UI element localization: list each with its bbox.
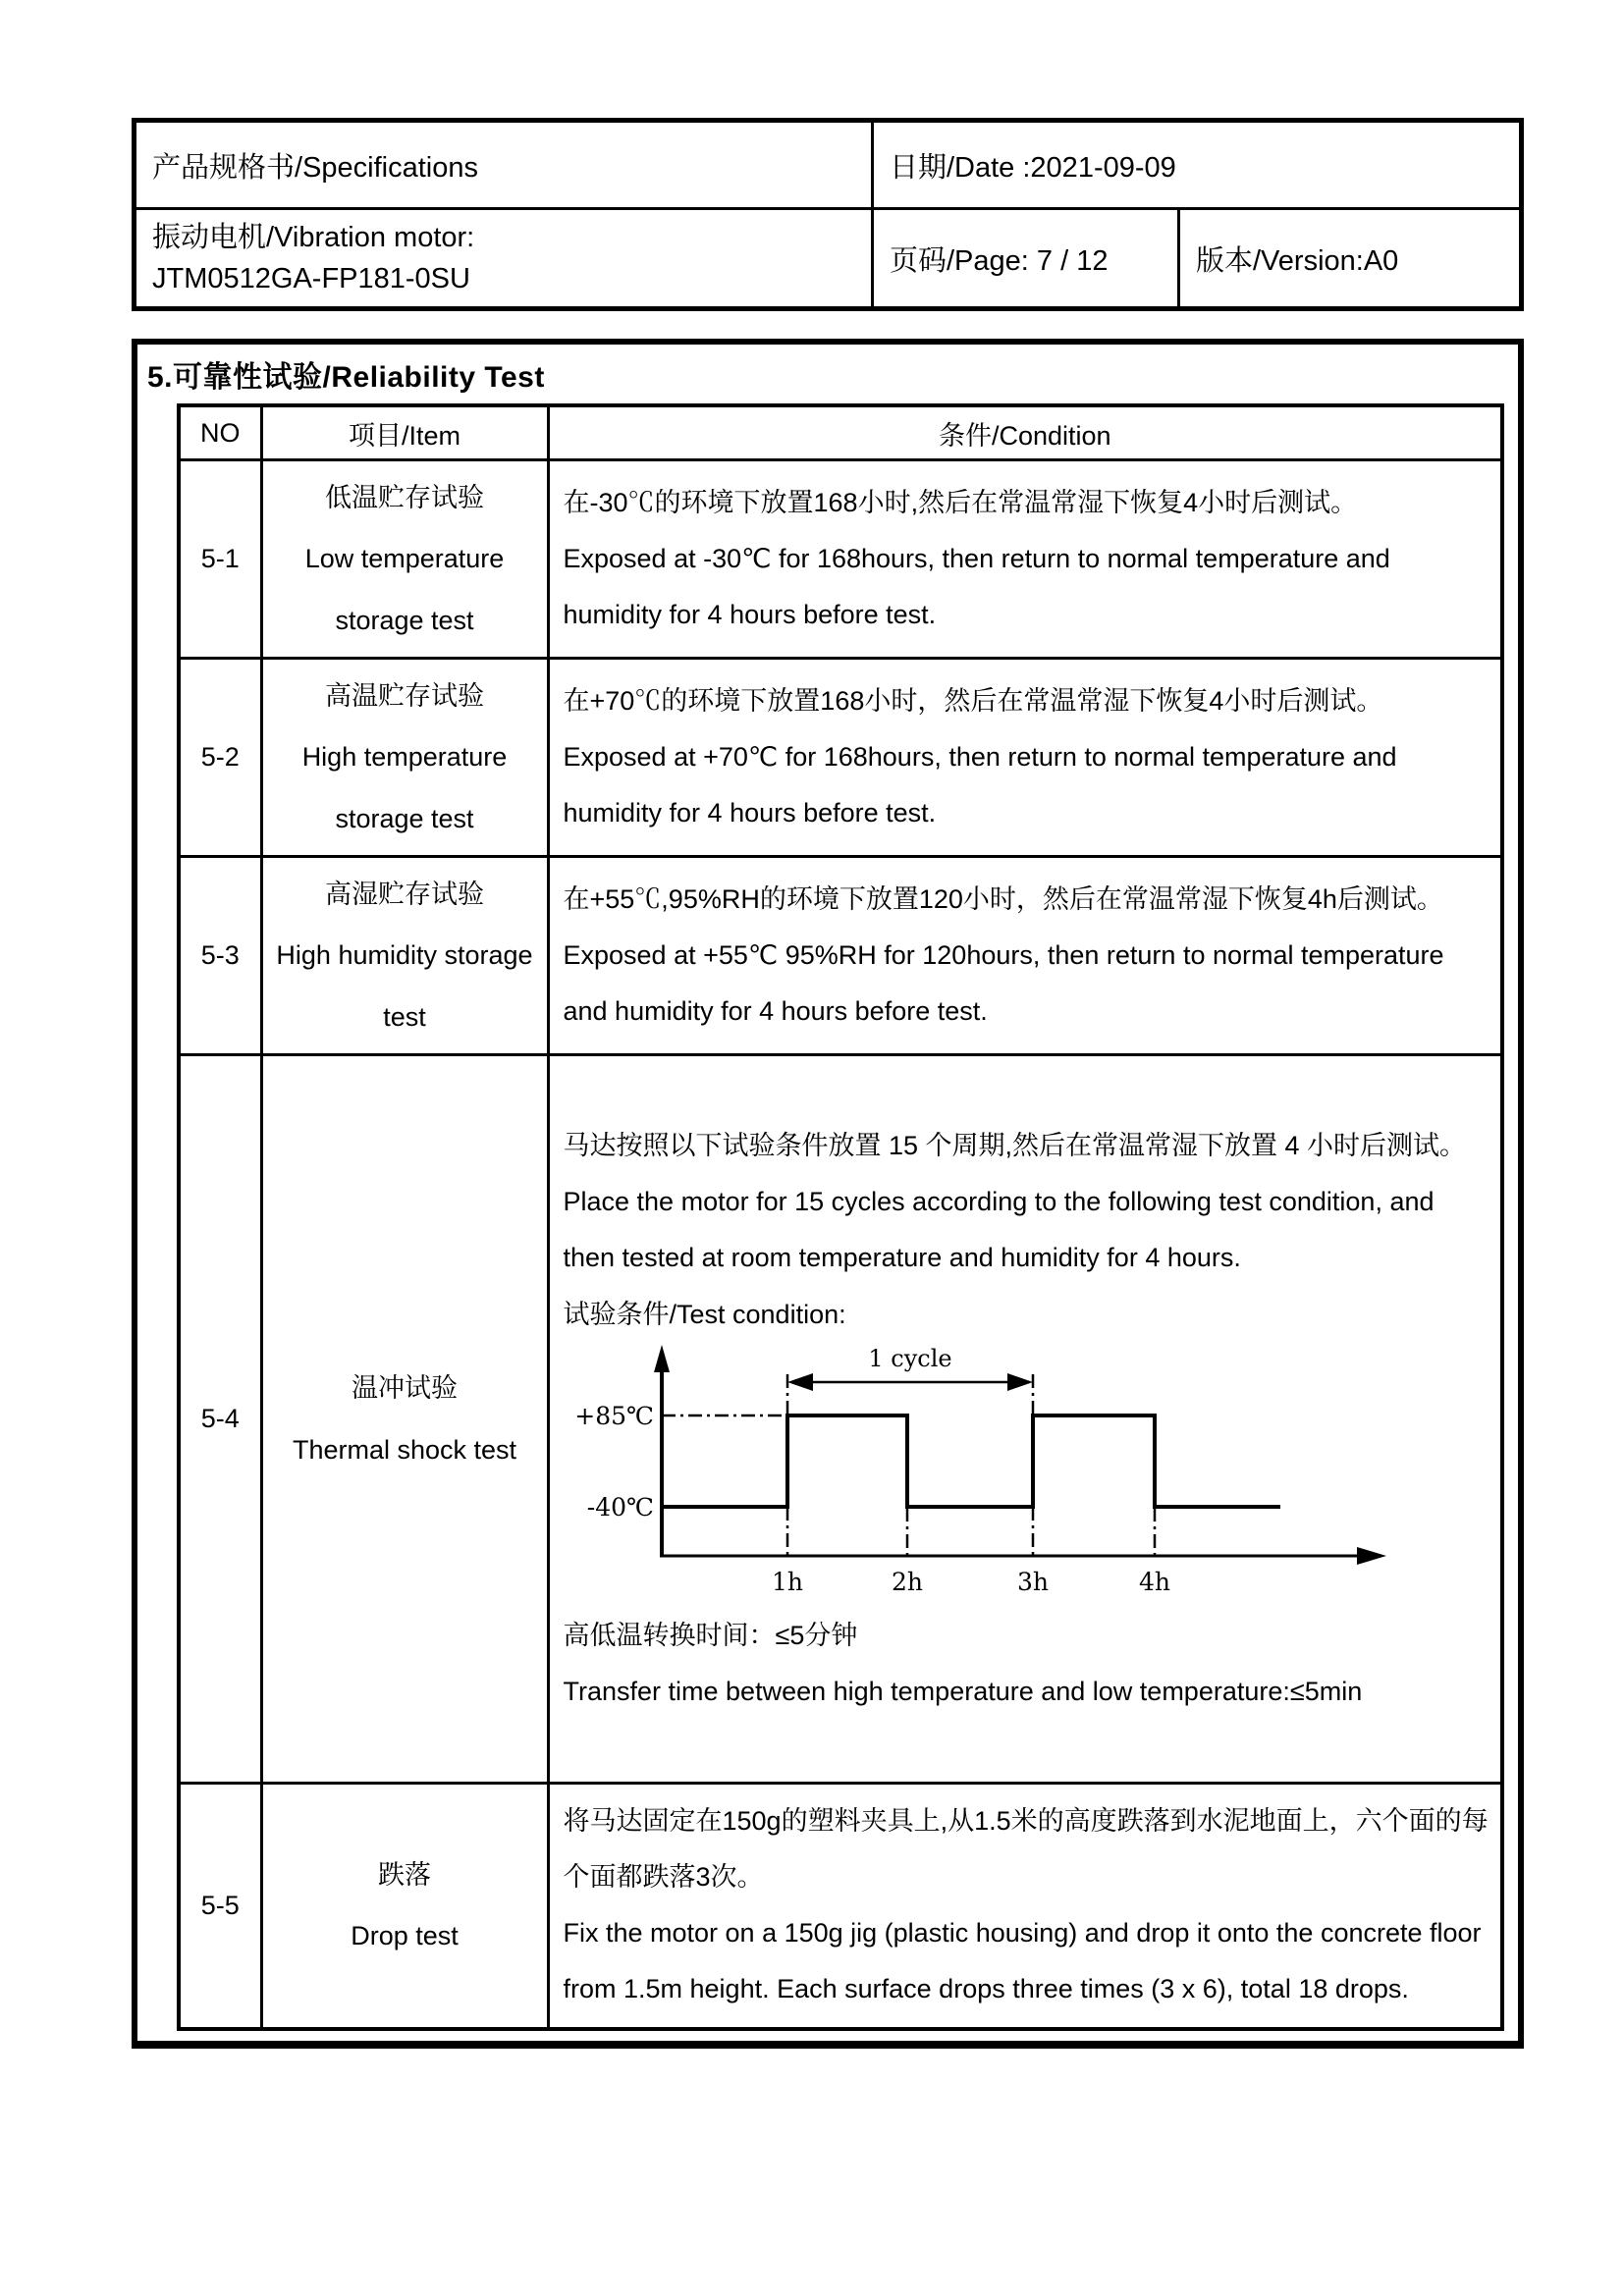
- section-title: 5.可靠性试验/Reliability Test: [147, 361, 545, 394]
- row-item: [261, 460, 548, 659]
- row-no: 5-5: [179, 1784, 261, 2029]
- item-name-en: High humidity storage test: [276, 940, 533, 1032]
- tick-3h: 3h: [1016, 1567, 1049, 1596]
- table-head-row: [179, 405, 1502, 460]
- cycle-arrow-right-icon: [1007, 1373, 1033, 1391]
- table-row: [179, 857, 1502, 1055]
- header-row-2: [135, 209, 1522, 309]
- item-name-en: Low temperature storage test: [304, 544, 505, 635]
- table-row: [179, 659, 1502, 857]
- page-number-cell: 页码/Page: 7 / 12: [873, 209, 1179, 309]
- spec-title-cell: 产品规格书/Specifications: [135, 121, 873, 209]
- product-label: 振动电机/Vibration motor:: [152, 221, 475, 253]
- high-temp-label: +85℃: [573, 1401, 654, 1430]
- condition-text-en: Exposed at +70℃ for 168hours, then return to normal temperature and humidity for 4 hours before test.: [563, 741, 1397, 828]
- transfer-time-note-cn: 高低温转换时间：≤5分钟: [563, 1620, 858, 1650]
- row-no: 5-2: [179, 659, 261, 857]
- row-condition: [548, 1784, 1502, 2029]
- condition-text-cn: 将马达固定在150g的塑料夹具上,从1.5米的高度跌落到水泥地面上，六个面的每个面都跌落3次。: [563, 1805, 1489, 1893]
- item-name-cn: 跌落: [378, 1860, 431, 1891]
- thermal-shock-waveform-chart: [564, 1345, 1428, 1608]
- item-name-cn: 高湿贮存试验: [325, 880, 484, 910]
- version-cell: 版本/Version:A0: [1179, 209, 1522, 309]
- condition-text-en: Place the motor for 15 cycles according to the following test condition, and then tested at room temperature and humidity for 4 hours.: [563, 1187, 1435, 1273]
- row-condition: [548, 460, 1502, 659]
- reliability-test-table: [177, 403, 1504, 2031]
- low-temp-label: -40℃: [586, 1492, 654, 1522]
- y-axis-arrow-icon: [654, 1345, 670, 1372]
- table-row: [179, 1784, 1502, 2029]
- transfer-time-note-en: Transfer time between high temperature and low temperature:≤5min: [563, 1676, 1363, 1706]
- row-item: [261, 1055, 548, 1784]
- tick-1h: 1h: [771, 1567, 803, 1596]
- page-content: [132, 118, 1524, 2049]
- row-item: [261, 1784, 548, 2029]
- item-name-en: High temperature storage test: [301, 742, 508, 833]
- condition-text-en: Exposed at -30℃ for 168hours, then return to normal temperature and humidity for 4 hours before test.: [563, 543, 1390, 630]
- x-axis-arrow-icon: [1357, 1547, 1386, 1565]
- document-header-table: [132, 118, 1524, 311]
- condition-text-cn: 在+70℃的环境下放置168小时，然后在常温常湿下恢复4小时后测试。: [563, 685, 1383, 716]
- col-head-no: NO: [179, 405, 261, 460]
- row-no: 5-4: [179, 1055, 261, 1784]
- table-row: [179, 460, 1502, 659]
- row-item: [261, 659, 548, 857]
- reliability-test-section: [132, 339, 1524, 2049]
- col-head-condition: 条件/Condition: [548, 405, 1502, 460]
- row-no: 5-3: [179, 857, 261, 1055]
- item-name-cn: 温冲试验: [352, 1373, 458, 1404]
- row-item: [261, 857, 548, 1055]
- item-name-en: Thermal shock test: [292, 1434, 517, 1465]
- tick-4h: 4h: [1138, 1567, 1170, 1596]
- product-model: JTM0512GA-FP181-0SU: [152, 263, 470, 294]
- condition-text-cn: 在+55℃,95%RH的环境下放置120小时，然后在常温常湿下恢复4h后测试。: [563, 883, 1443, 914]
- tick-2h: 2h: [891, 1567, 923, 1596]
- test-condition-label: 试验条件/Test condition:: [563, 1299, 846, 1329]
- cycle-arrow-left-icon: [787, 1373, 813, 1391]
- row-no: 5-1: [179, 460, 261, 659]
- condition-text-en: Exposed at +55℃ 95%RH for 120hours, then return to normal temperature and humidity for 4 hours before test.: [563, 939, 1444, 1027]
- cycle-label: 1 cycle: [867, 1344, 952, 1372]
- row-condition: [548, 857, 1502, 1055]
- col-head-item: 项目/Item: [261, 405, 548, 460]
- table-row: [179, 1055, 1502, 1784]
- condition-text-en: Fix the motor on a 150g jig (plastic housing) and drop it onto the concrete floor from 1.5m height. Each surface drops three times (3 x 6), total 18 drops.: [563, 1918, 1482, 2004]
- header-row-1: [135, 121, 1522, 209]
- row-condition: [548, 1055, 1502, 1784]
- date-cell: 日期/Date :2021-09-09: [873, 121, 1522, 209]
- condition-text-cn: 马达按照以下试验条件放置 15 个周期,然后在常温常湿下放置 4 小时后测试。: [563, 1130, 1467, 1160]
- item-name-cn: 高温贮存试验: [325, 681, 484, 712]
- condition-text-cn: 在-30℃的环境下放置168小时,然后在常温常湿下恢复4小时后测试。: [563, 487, 1358, 517]
- item-name-en: Drop test: [351, 1921, 459, 1951]
- item-name-cn: 低温贮存试验: [325, 483, 484, 513]
- product-cell: [135, 209, 873, 309]
- row-condition: [548, 659, 1502, 857]
- temperature-waveform: [662, 1415, 1280, 1507]
